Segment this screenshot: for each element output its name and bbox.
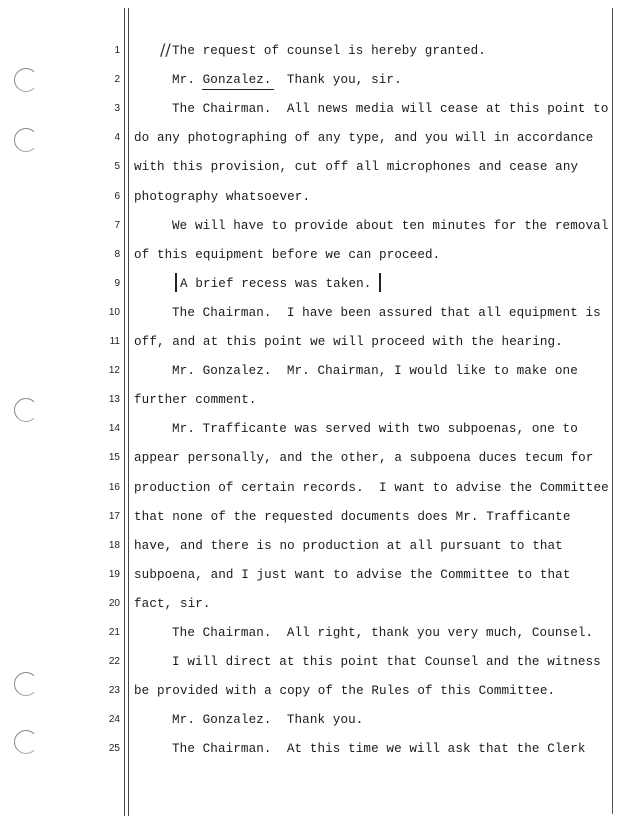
line-number: 7 [114,219,120,231]
transcript-line-text: photography whatsoever. [134,189,311,204]
line-number: 19 [108,568,120,580]
line-number: 15 [108,452,120,464]
punch-hole-mark [14,68,38,92]
transcript-line-text: off, and at this point we will proceed with the hearing. [134,335,563,349]
underline-gonzalez [202,89,274,90]
transcript-line-text: that none of the requested documents does Mr. Trafficante [134,509,571,524]
transcript-line-text: The Chairman. I have been assured that all equipment is [172,305,601,320]
transcript-line-text: The request of counsel is hereby granted. [172,44,486,58]
transcript-line-text: be provided with a copy of the Rules of this Committee. [134,684,556,699]
line-number: 10 [108,306,120,318]
transcript-line-text: A brief recess was taken. [180,276,372,291]
transcript-line-text: production of certain records. I want to advise the Committee [134,480,609,495]
line-number: 22 [108,656,120,668]
line-number: 4 [114,132,120,144]
punch-hole-mark [14,672,38,696]
transcript-line-text: have, and there is no production at all pursuant to that [134,538,563,553]
punch-hole-mark [14,398,38,422]
transcript-line-text: Mr. Gonzalez. Thank you, sir. [172,73,402,88]
line-number: 13 [108,394,120,406]
line-number: 17 [108,510,120,522]
transcript-line-text: Mr. Trafficante was served with two subpoenas, one to [172,422,578,437]
line-number: 25 [108,743,120,755]
line-number: 24 [108,714,120,726]
transcript-line-text: I will direct at this point that Counsel and the witness [172,655,601,670]
transcript-line-text: We will have to provide about ten minutes for the removal [172,218,609,233]
transcript-line-text: subpoena, and I just want to advise the Committee to that [134,567,571,582]
line-number: 16 [108,481,120,493]
transcript-line-text: do any photographing of any type, and you will in accordance [134,131,594,146]
punch-hole-mark [14,128,38,152]
transcript-line-text: appear personally, and the other, a subpoena duces tecum for [134,451,594,466]
transcript-line-text: Mr. Gonzalez. Mr. Chairman, I would like to make one [172,364,578,379]
paragraph-mark: // [160,40,171,59]
line-number: 20 [108,597,120,609]
line-number: 6 [114,190,120,202]
line-number: 5 [114,161,120,173]
line-number: 21 [108,627,120,638]
transcript-line-text: The Chairman. All news media will cease at this point to [172,102,609,117]
transcript-line-text: fact, sir. [134,596,211,611]
line-number: 14 [108,423,120,435]
transcript-line-text: The Chairman. All right, thank you very much, Counsel. [172,626,594,640]
line-number: 18 [108,539,120,551]
transcript-line-text: further comment. [134,393,257,408]
left-margin-rule [124,8,125,816]
line-number: 9 [114,277,120,289]
transcript-line-text: Mr. Gonzalez. Thank you. [172,713,364,728]
left-margin-rule-inner [128,8,129,816]
line-number: 12 [108,365,120,377]
transcript-line-text: of this equipment before we can proceed. [134,247,441,262]
line-number: 23 [108,685,120,697]
transcript-line-text: The Chairman. At this time we will ask that the Clerk [172,742,586,757]
punch-hole-mark [14,730,38,754]
line-number: 3 [114,103,120,115]
line-number: 8 [114,248,120,260]
line-number: 2 [114,74,120,86]
line-number: 11 [109,336,120,347]
line-number: 1 [114,45,120,56]
right-margin-rule [612,8,613,814]
transcript-line-text: with this provision, cut off all microphones and cease any [134,160,579,175]
